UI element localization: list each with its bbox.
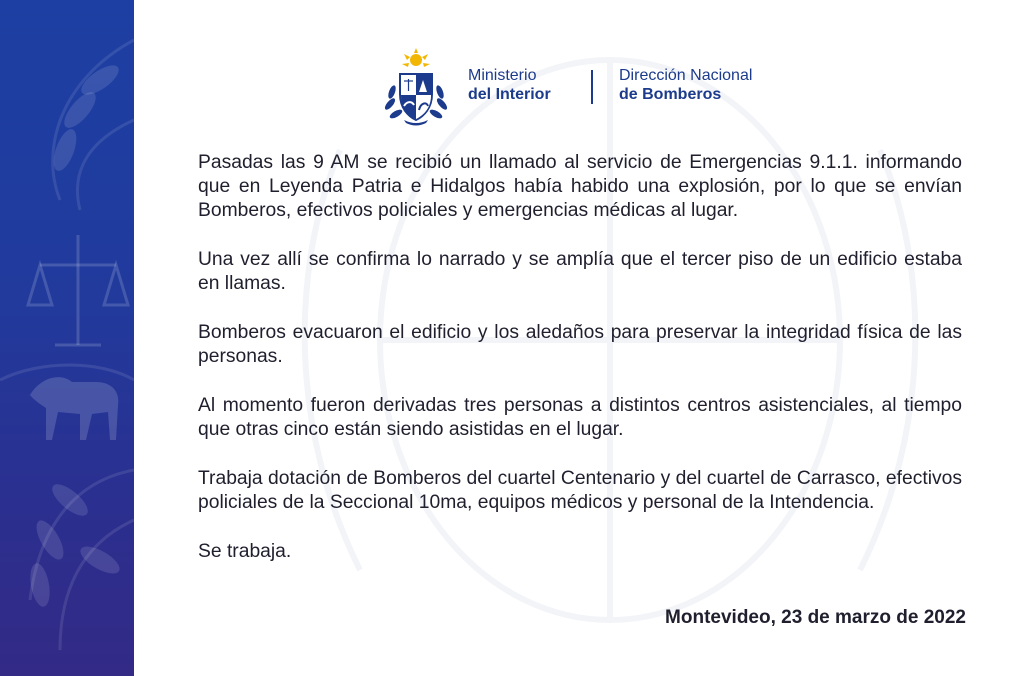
- band-crest-pattern: [0, 0, 134, 676]
- division-name: [619, 66, 752, 104]
- ministry-name: [468, 66, 551, 104]
- header-divider: [591, 70, 593, 104]
- place-and-date: Montevideo, 23 de marzo de 2022: [665, 607, 966, 628]
- horse-icon: [30, 377, 118, 440]
- ministry-name-line2: del Interior: [468, 86, 551, 103]
- scales-of-justice-icon: [28, 235, 128, 345]
- ministry-name-line1: Ministerio: [468, 67, 537, 84]
- division-name-line1: Dirección Nacional: [619, 67, 753, 84]
- paragraph-4: Al momento fueron derivadas tres personas a distintos centros asistenciales, al tiempo que otras cinco están siendo asistidas en el lugar.: [198, 395, 962, 440]
- paragraph-5: Trabaja dotación de Bomberos del cuartel Centenario y del cuartel de Carrasco, efectivos policiales de la Seccional 10ma, equipos médicos y personal de la Intendencia.: [198, 468, 962, 513]
- uruguay-coat-of-arms-icon: [384, 48, 448, 126]
- paragraph-3: Bomberos evacuaron el edificio y los aledaños para preservar la integridad física de las personas.: [198, 322, 962, 367]
- paragraph-1: Pasadas las 9 AM se recibió un llamado al servicio de Emergencias 9.1.1. informando que en Leyenda Patria e Hidalgos había habido una explosión, por lo que se envían Bomberos, efectivos policiales y emergencias médicas al lugar.: [198, 152, 962, 221]
- statement-body: [198, 151, 962, 589]
- letterhead: [384, 48, 804, 128]
- division-name-line2: de Bomberos: [619, 86, 722, 103]
- paragraph-2: Una vez allí se confirma lo narrado y se amplía que el tercer piso de un edificio estaba en llamas.: [198, 249, 962, 294]
- paragraph-6: Se trabaja.: [198, 541, 292, 562]
- side-decorative-band: [0, 0, 134, 676]
